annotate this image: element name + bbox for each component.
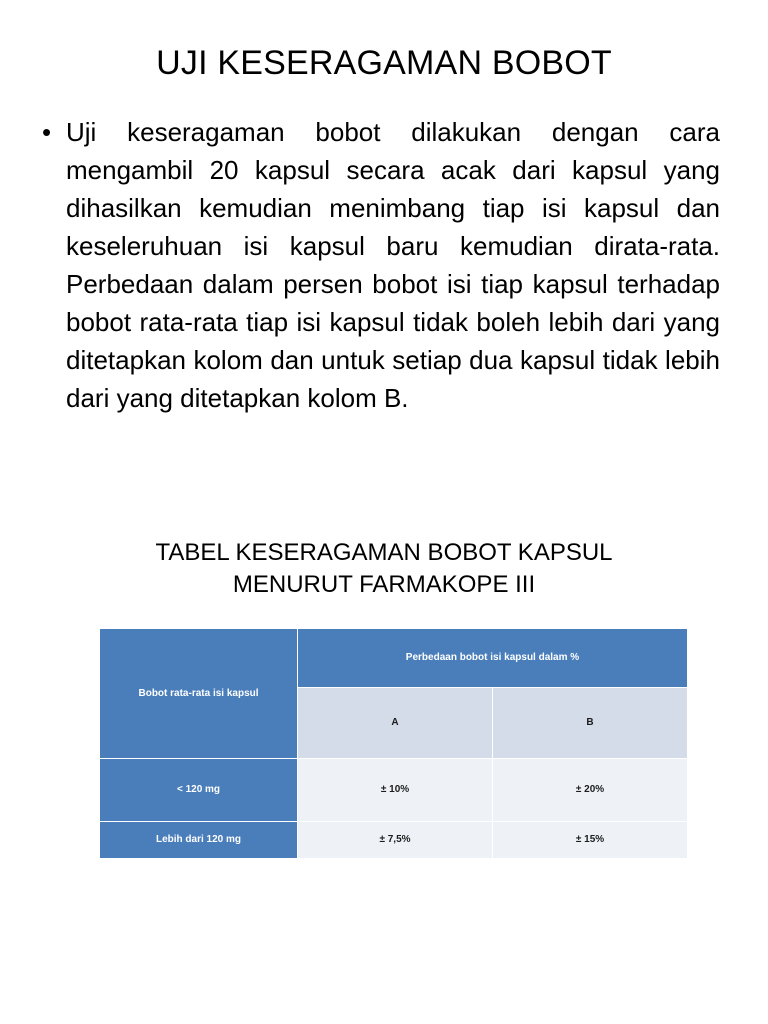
table-subheader-b: B — [493, 687, 688, 758]
table-row — [100, 758, 688, 821]
table-caption-line2: MENURUT FARMAKOPE III — [232, 571, 536, 599]
table-subheader-a: A — [298, 687, 493, 758]
weight-uniformity-table — [99, 628, 688, 859]
table-cell-b: ± 15% — [493, 821, 688, 858]
bullet-paragraph-block — [0, 113, 768, 417]
table-header-left: Bobot rata-rata isi kapsul — [100, 628, 298, 758]
page-title: UJI KESERAGAMAN BOBOT — [156, 44, 612, 82]
table-row-label: Lebih dari 120 mg — [100, 821, 298, 858]
table-row — [100, 821, 688, 858]
table-caption-line1: TABEL KESERAGAMAN BOBOT KAPSUL — [155, 539, 613, 567]
table-caption — [0, 537, 768, 602]
table-cell-b: ± 20% — [493, 758, 688, 821]
table-container — [0, 628, 768, 859]
table-header-row — [100, 628, 688, 687]
table-cell-a: ± 7,5% — [298, 821, 493, 858]
table-cell-a: ± 10% — [298, 758, 493, 821]
table-row-label: < 120 mg — [100, 758, 298, 821]
table-header-span: Perbedaan bobot isi kapsul dalam % — [298, 628, 688, 687]
body-paragraph: Uji keseragaman bobot dilakukan dengan cara mengambil 20 kapsul secara acak dari kapsul yang dihasilkan kemudian menimbang tiap isi kapsul dan keseleruhuan isi kapsul baru kemudian dirata-rata. Perbedaan dalam persen bobot isi tiap kapsul terhadap bobot rata-rata tiap isi kapsul tidak boleh lebih dari yang ditetapkan kolom dan untuk setiap dua kapsul tidak lebih dari yang ditetapkan kolom B. — [66, 117, 720, 414]
bullet-icon: • — [42, 117, 52, 148]
